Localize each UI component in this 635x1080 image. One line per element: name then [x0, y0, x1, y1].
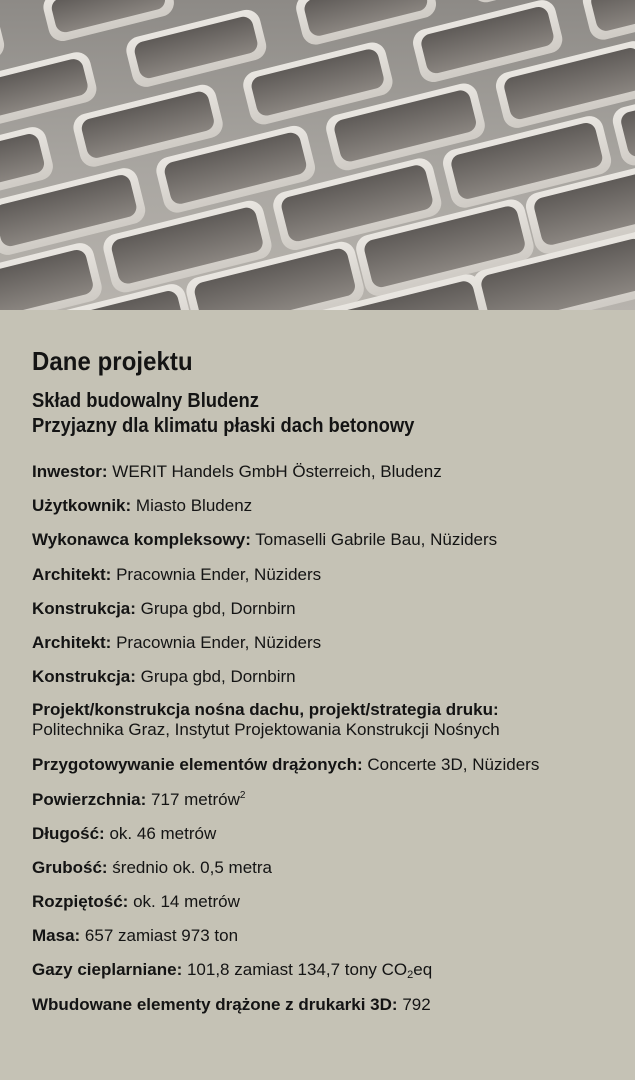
row-value: Grupa gbd, Dornbirn	[140, 667, 296, 687]
row-label: Długość:	[32, 823, 105, 843]
row-label: Przygotowywanie elementów drążonych:	[32, 755, 363, 775]
row-area	[32, 789, 603, 811]
row-value: 717 metrów	[151, 789, 240, 809]
page-title: Dane projektu	[32, 346, 193, 376]
row-roof-design	[32, 700, 603, 740]
row-value: 792	[402, 994, 431, 1014]
row-architect	[32, 564, 603, 586]
row-label: Użytkownik:	[32, 496, 132, 516]
row-label: Wbudowane elementy drążone z drukarki 3D:	[32, 994, 398, 1014]
row-value-tail: eq	[413, 960, 433, 980]
row-mass	[32, 925, 603, 947]
row-label: Rozpiętość:	[32, 892, 129, 912]
row-label: Masa:	[32, 926, 81, 946]
concrete-ceiling-coffers-photo	[0, 0, 635, 310]
row-value: Tomaselli Gabrile Bau, Nüziders	[255, 530, 498, 550]
subtitle-line-1: Skład budowalny Bludenz	[32, 390, 259, 412]
row-value: ok. 14 metrów	[133, 892, 240, 912]
row-value: ok. 46 metrów	[109, 823, 217, 843]
row-label: Gazy cieplarniane:	[32, 960, 183, 980]
row-value: Pracownia Ender, Nüziders	[116, 632, 322, 652]
row-3d-printed-elements	[32, 994, 603, 1016]
row-hollow-elements-prep	[32, 754, 603, 776]
row-thickness	[32, 857, 603, 879]
subtitle-line-2: Przyjazny dla klimatu płaski dach betonowy	[32, 415, 415, 437]
row-construction-2	[32, 666, 603, 688]
row-value: Concerte 3D, Nüziders	[367, 755, 540, 775]
row-value: WERIT Handels GmbH Österreich, Bludenz	[112, 462, 442, 481]
row-value: Politechnika Graz, Instytut Projektowania Konstrukcji Nośnych	[32, 720, 500, 740]
row-value: Grupa gbd, Dornbirn	[140, 598, 296, 618]
row-value-subscript: 2	[407, 969, 414, 982]
row-label: Konstrukcja:	[32, 598, 136, 618]
row-label: Konstrukcja:	[32, 667, 136, 687]
row-architect-2	[32, 632, 603, 654]
row-value: 657 zamiast 973 ton	[84, 926, 239, 946]
concrete-ceiling-photo	[0, 0, 635, 310]
row-general-contractor	[32, 529, 603, 551]
row-label: Architekt:	[32, 564, 112, 584]
row-construction	[32, 598, 603, 620]
row-greenhouse-gases	[32, 959, 603, 981]
row-investor	[32, 461, 603, 483]
row-span	[32, 891, 603, 913]
row-label: Wykonawca kompleksowy:	[32, 530, 251, 550]
row-label: Architekt:	[32, 632, 112, 652]
row-label: Inwestor:	[32, 462, 108, 481]
project-data-list	[32, 461, 603, 1016]
row-label: Projekt/konstrukcja nośna dachu, projekt/strategia druku:	[32, 700, 499, 720]
row-label: Powierzchnia:	[32, 789, 147, 809]
row-label: Grubość:	[32, 857, 108, 877]
row-value: 101,8 zamiast 134,7 tony CO	[186, 960, 408, 980]
row-value: średnio ok. 0,5 metra	[112, 857, 272, 877]
row-user	[32, 495, 603, 517]
row-value: Miasto Bludenz	[135, 496, 253, 516]
project-data-panel	[0, 310, 635, 1016]
row-length	[32, 823, 603, 845]
row-value: Pracownia Ender, Nüziders	[116, 564, 322, 584]
row-value-superscript: 2	[239, 789, 246, 801]
